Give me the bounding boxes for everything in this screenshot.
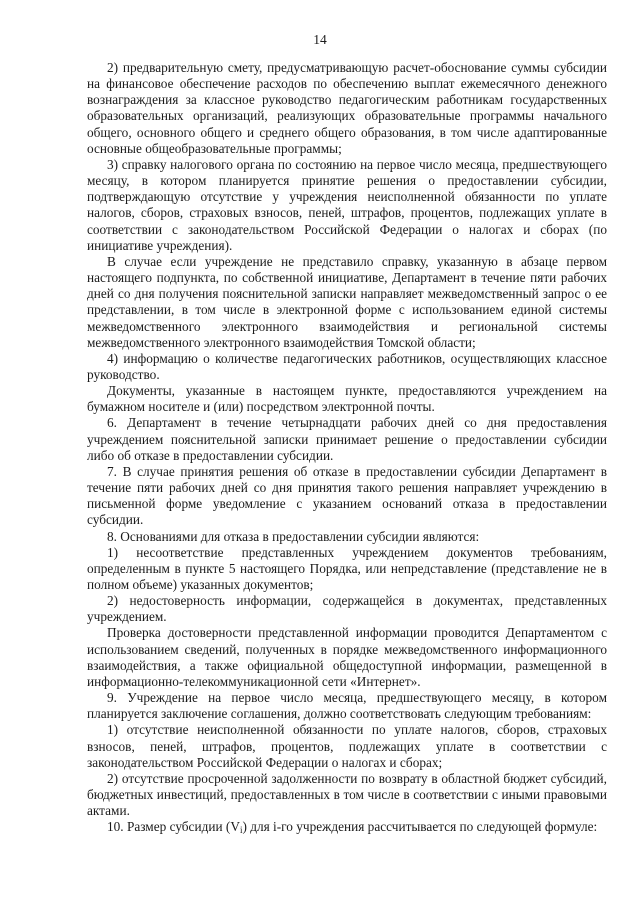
page-number: 14 [313,32,327,47]
paragraph: В случае если учреждение не представило справку, указанную в абзаце первом настоящего подпункта, по собственной инициативе, Департамент в течение пяти рабочих дней со дня получения пояснительной записки направляет межведомственный запрос о ее представлении, в том числе в электронной форме с использованием единой системы межведомственного электронного взаимодействия и региональной системы межведомственного электронного взаимодействия Томской области; [87,253,607,350]
formula-intro-paragraph [87,819,607,838]
paragraph: 3) справку налогового органа по состоянию на первое число месяца, предшествующего месяцу, в котором планируется принятие решения о предоставлении субсидии, подтверждающую отсутствие у учреждения неисполненной обязанности по уплате налогов, сборов, страховых взносов, пеней, штрафов, процентов, подлежащих уплате в соответствии с законодательством Российской Федерации о налогах и сборах (по инициативе учреждения). [87,156,607,253]
paragraph: 9. Учреждение на первое число месяца, предшествующего месяцу, в котором планируется заключение соглашения, должно соответствовать следующим требованиям: [87,690,607,722]
paragraph: Документы, указанные в настоящем пункте, предоставляются учреждением на бумажном носителе и (или) посредством электронной почты. [87,383,607,415]
formula-intro-text: 10. Размер субсидии (V [107,819,240,835]
paragraph: 7. В случае принятия решения об отказе в предоставлении субсидии Департамент в течение пяти рабочих дней со дня принятия такого решения направляет учреждению в письменной форме уведомление с указанием оснований отказа в предоставлении субсидии. [87,463,607,528]
paragraph: 6. Департамент в течение четырнадцати рабочих дней со дня предоставления учреждением пояснительной записки принимает решение о предоставлении субсидии либо об отказе в предоставлении субсидии. [87,415,607,463]
formula-subscript: i [239,825,243,836]
document-body [87,60,607,839]
formula-intro-text-end: ) для i-го учреждения рассчитывается по следующей формуле: [242,819,598,835]
paragraph: 2) предварительную смету, предусматривающую расчет-обоснование суммы субсидии на финансовое обеспечение расходов по обеспечению выплат ежемесячного денежного вознаграждения за классное руководство педагогическим работникам государственных образовательных организаций, реализующих образовательные программы начального общего, основного общего и среднего общего образования, в том числе адаптированные основные общеобразовательные программы; [87,60,607,156]
paragraph: 2) недостоверность информации, содержащейся в документах, представленных учреждением. [87,593,607,625]
paragraph: 2) отсутствие просроченной задолженности по возврату в областной бюджет субсидий, бюджетных инвестиций, предоставленных в том числе в соответствии с иными правовыми актами. [87,770,607,819]
paragraph: 1) отсутствие неисполненной обязанности по уплате налогов, сборов, страховых взносов, пеней, штрафов, процентов, подлежащих уплате в соответствии с законодательством Российской Федерации о налогах и сборах; [87,722,607,770]
paragraph: 8. Основаниями для отказа в предоставлении субсидии являются: [107,528,480,544]
paragraph: 1) несоответствие представленных учреждением документов требованиям, определенным в пункте 5 настоящего Порядка, или непредставление (представление не в полном объеме) указанных документов; [87,544,607,592]
paragraph: Проверка достоверности представленной информации проводится Департаментом с использованием сведений, полученных в порядке межведомственного информационного взаимодействия, а также официальной общедоступной информации, размещенной в информационно-телекоммуникационной сети «Интернет». [87,625,607,689]
paragraph: 4) информацию о количестве педагогических работников, осуществляющих классное руководство. [87,350,607,382]
